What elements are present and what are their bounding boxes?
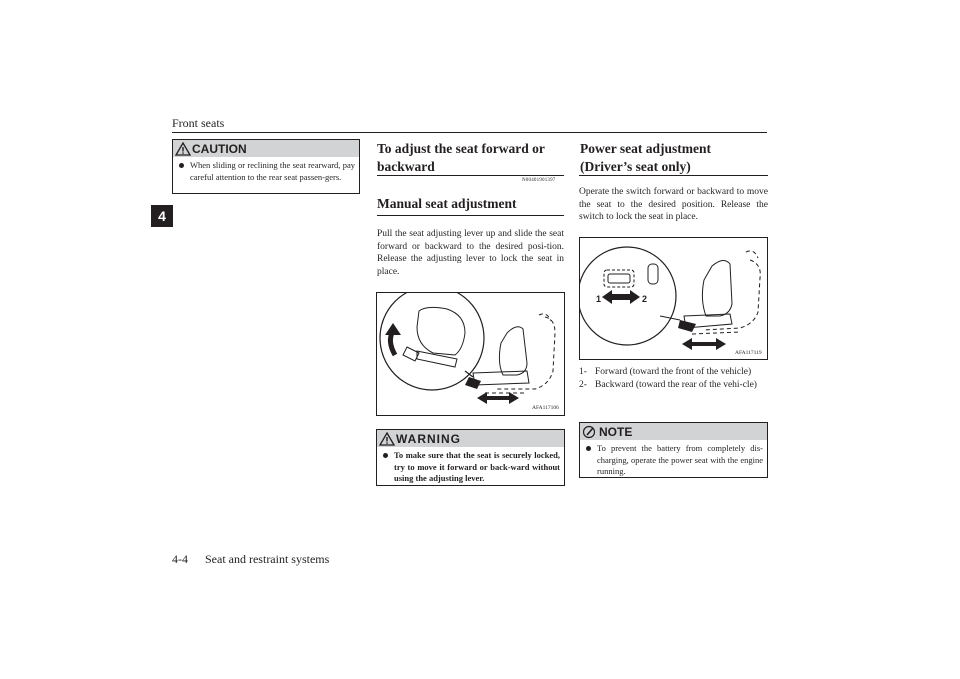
power-adjust-paragraph: Operate the switch forward or backward to move the seat to the desired position. Release the switch to lock the seat in place. [579, 187, 768, 223]
warning-text: To make sure that the seat is securely locked, try to move it forward or back-ward without using the adjusting lever. [394, 450, 560, 483]
manual-seat-illustration [377, 293, 565, 416]
section-rule [579, 175, 768, 176]
caution-label: CAUTION [192, 141, 247, 156]
subsection-title-manual: Manual seat adjustment [377, 196, 517, 211]
warning-box [376, 429, 565, 486]
header-rule [172, 132, 767, 133]
figure-label-1: 1 [596, 294, 602, 304]
figure-label-2: 2 [642, 294, 648, 304]
caution-text: When sliding or reclining the seat rearward, pay careful attention to the rear seat passen-gers. [190, 160, 355, 182]
manual-seat-figure [376, 292, 565, 416]
page-number: 4-4 [172, 552, 188, 566]
footer-section: Seat and restraint systems [205, 552, 330, 566]
power-seat-illustration [580, 238, 768, 360]
note-box [579, 422, 768, 478]
list-item: 1- Forward (toward the front of the vehicle) [579, 367, 752, 377]
subsection-rule [377, 215, 564, 216]
note-header [580, 423, 767, 440]
list-item: 2- Backward (toward the rear of the vehi-cle) [579, 379, 757, 390]
warning-label: WARNING [396, 431, 461, 446]
caution-header [173, 140, 359, 157]
running-header: Front seats [172, 116, 225, 130]
manual-adjust-paragraph: Pull the seat adjusting lever up and slide the seat forward or backward to the desired posi-tion. Release the adjusting lever to lock the seat in place. [377, 229, 564, 277]
warning-header [377, 430, 564, 447]
document-code: N00401901397 [522, 178, 556, 183]
bullet-icon [179, 163, 184, 168]
section-title-forward-backward: To adjust the seat forward or backward [377, 141, 545, 174]
note-text: To prevent the battery from completely dis-charging, operate the power seat with the engine running. [597, 443, 763, 476]
bullet-icon [586, 446, 591, 451]
warning-triangle-icon [175, 142, 191, 156]
power-seat-figure [579, 237, 768, 360]
figure-id: AFA117106 [532, 405, 559, 411]
bullet-icon [383, 453, 388, 458]
figure-id: AFA117119 [735, 350, 762, 356]
section-rule [377, 175, 564, 176]
legend-list [579, 366, 768, 391]
warning-triangle-icon [379, 432, 395, 446]
chapter-tab: 4 [151, 205, 173, 227]
section-title-power-seat: Power seat adjustment (Driver’s seat only) [580, 141, 711, 174]
caution-box [172, 139, 360, 194]
page-footer [172, 552, 329, 567]
note-label: NOTE [599, 424, 633, 439]
note-pen-icon [582, 425, 598, 439]
